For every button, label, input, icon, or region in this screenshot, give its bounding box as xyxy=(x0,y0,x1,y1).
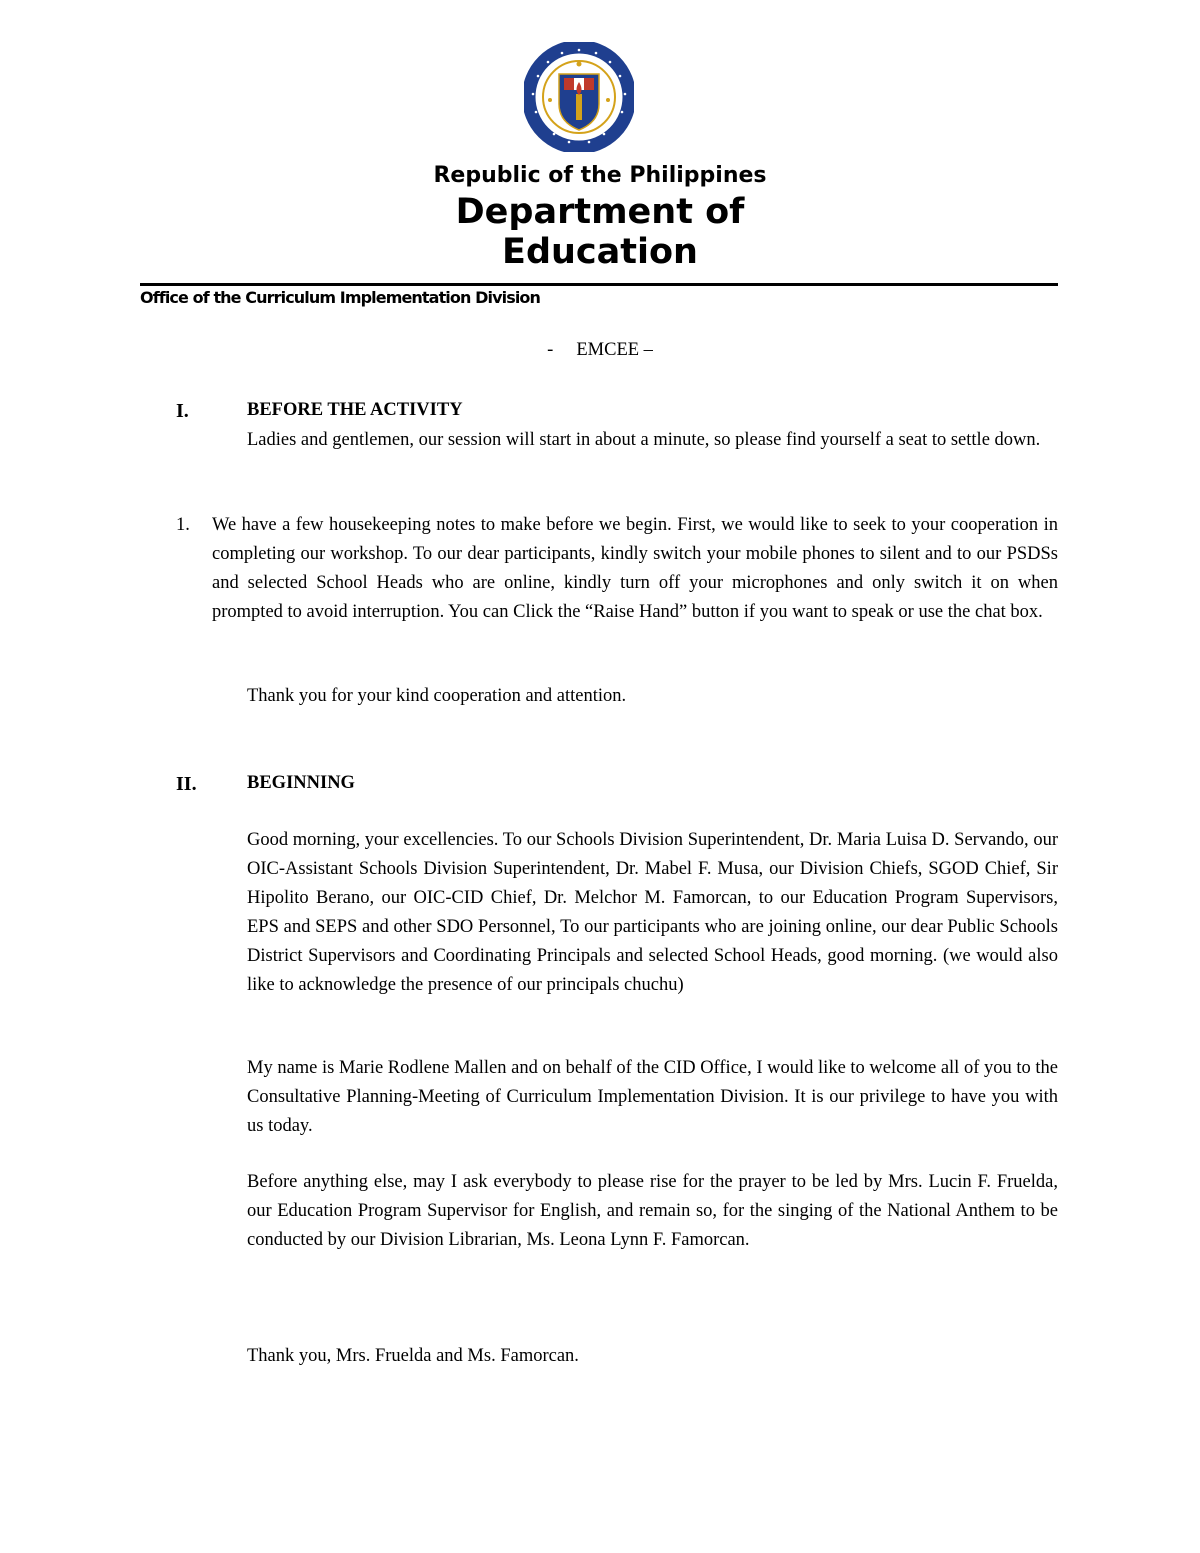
section-paragraph: Before anything else, may I ask everybody to please rise for the prayer to be led by Mrs. Lucin F. Fruelda, our Education Program Supervisor for English, and remain so, for the singing of the National Anthem to be conducted by our Division Librarian, Ms. Leona Lynn F. Famorcan. xyxy=(247,1172,1058,1250)
section-heading: BEFORE THE ACTIVITY xyxy=(247,400,463,420)
office-name: Office of the Curriculum Implementation Division xyxy=(140,288,541,307)
section-numeral: I. xyxy=(176,400,189,422)
section-heading: BEGINNING xyxy=(247,773,355,793)
section-paragraph: Good morning, your excellencies. To our Schools Division Superintendent, Dr. Maria Luisa D. Servando, our OIC-Assistant Schools Division Superintendent, Dr. Mabel F. Musa, our Division Chiefs, SGOD Chief, Sir Hipolito Berano, our OIC-CID Chief, Dr. Melchor M. Famorcan, to our Education Program Supervisors, EPS and SEPS and other SDO Personnel, To our participants who are joining online, our dear Public Schools District Supervisors and Coordinating Principals and selected School Heads, good morning. (we would also like to acknowledge the presence of our principals chuchu) xyxy=(247,830,1058,995)
deped-seal-icon xyxy=(524,42,634,152)
document-title: - EMCEE – xyxy=(547,340,653,360)
department-title-line1: Department of xyxy=(455,192,745,232)
section-paragraph: Ladies and gentlemen, our session will start in about a minute, so please find yourself a seat to settle down. xyxy=(247,430,1041,450)
list-item-text: We have a few housekeeping notes to make before we begin. First, we would like to seek to your cooperation in completing our workshop. To our dear participants, kindly switch your mobile phones to silent and to our PSDSs and selected School Heads who are online, kindly turn off your microphones and only switch it on when prompted to avoid interruption. You can Click the “Raise Hand” button if you want to speak or use the chat box. xyxy=(212,515,1058,622)
header-divider xyxy=(140,283,1058,286)
section-paragraph: Thank you for your kind cooperation and attention. xyxy=(247,686,627,706)
section-numeral: II. xyxy=(176,773,197,795)
section-paragraph: My name is Marie Rodlene Mallen and on behalf of the CID Office, I would like to welcome all of you to the Consultative Planning-Meeting of Curriculum Implementation Division. It is our privilege to have you with us today. xyxy=(247,1058,1058,1136)
section-paragraph: Thank you, Mrs. Fruelda and Ms. Famorcan. xyxy=(247,1346,579,1366)
department-title xyxy=(0,192,1200,272)
department-title-line2: Education xyxy=(502,232,698,272)
republic-heading: Republic of the Philippines xyxy=(433,163,767,188)
list-item-number: 1. xyxy=(176,515,190,535)
